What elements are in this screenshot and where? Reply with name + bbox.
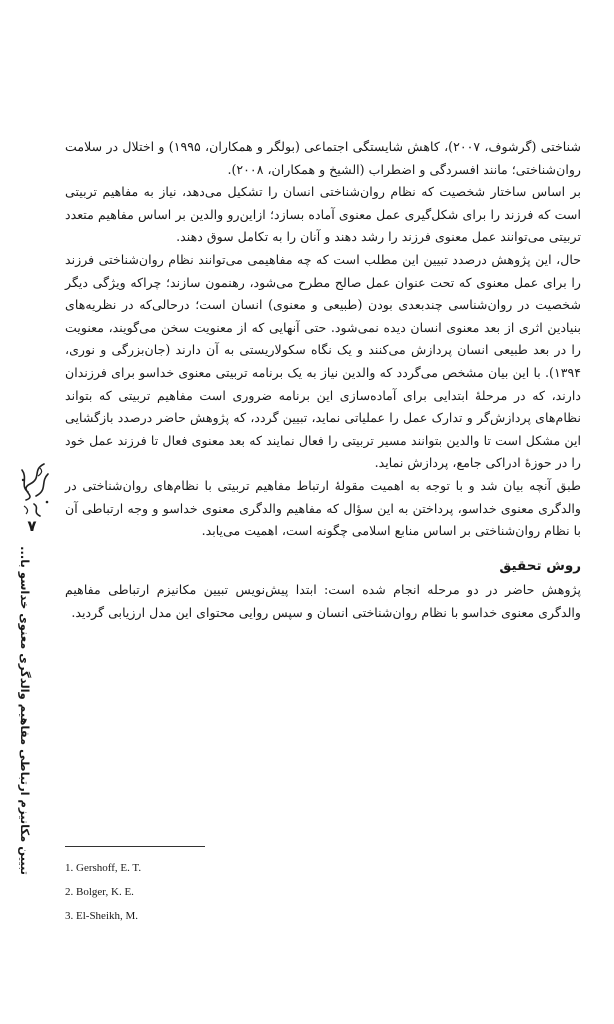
section-heading: روش تحقیق — [499, 557, 581, 574]
footnote-3: 3. El-Sheikh, M. — [65, 910, 139, 922]
footnotes — [65, 856, 325, 928]
body-text — [65, 136, 581, 624]
paragraph-1: شناختی (گرشوف، ۲۰۰۷)، کاهش شایستگی اجتماعی (بولگر و همکاران، ۱۹۹۵) و اختلال در سلامت روان‌شناختی؛ مانند افسردگی و اضطراب (الشیخ و همکاران، ۲۰۰۸). — [65, 139, 581, 177]
journal-logo-icon — [14, 460, 54, 518]
footnote-1: 1. Gershoff, E. T. — [65, 862, 142, 874]
footnote-divider — [65, 846, 205, 847]
paragraph-2: بر اساس ساختار شخصیت که نظام روان‌شناختی انسان را تشکیل می‌دهد، نیاز به مفاهیم تربیتی است که فرزند را برای شکل‌گیری عمل معنوی آماده بسازد؛ ازاین‌رو والدین بر اساس مفاهیم متعدد تربیتی می‌توانند عمل معنوی فرزند را رشد دهند و آنان را به تکامل سوق دهند. — [65, 184, 581, 245]
paragraph-3: حال، این پژوهش درصدد تبیین این مطلب است که چه مفاهیمی می‌توانند نظام روان‌شناختی فرزند را برای عمل معنوی که تحت عنوان عمل صالح مطرح می‌شود، رهنمون سازند؛ چراکه ویژگی دیگر شخصیت در روان‌شناسی چندبعدی بودن (طبیعی و معنوی) انسان است؛ درحالی‌که در نظریه‌های بنیادین اثری از بعد معنوی انسان دیده نمی‌شود. حتی آنهایی که از معنویت سخن می‌گویند، معنویت را در بعد طبیعی انسان پردازش می‌کنند و یک نگاه سکولاریستی به آن دارند (جان‌بزرگی و نوری، ۱۳۹۴). با این بیان مشخص می‌گردد که والدین نیاز به یک برنامه تربیتی معنوی خداسو برای فرزندان دارند، که در مرحلهٔ ابتدایی برای آماده‌سازی این برنامه ضروری است مفاهیم تربیتی که بتواند نظام‌های پردازش‌گر و تدارک عمل را عملیاتی نماید، تبیین گردد، که پژوهش حاضر درصدد بازگشایی این مشکل است تا والدین بتوانند مسیر تربیتی را فعال نمایند که بعد معنوی فعال تا فرزند عمل خود را در حوزهٔ ادراکی جامع، پردازش نماید. — [65, 251, 581, 471]
page-number: ۷ — [27, 517, 37, 535]
paragraph-4: طبق آنچه بیان شد و با توجه به اهمیت مقولهٔ ارتباط مفاهیم تربیتی با نظام‌های روان‌شناختی در والدگری معنوی خداسو، پرداختن به این سؤال که مفاهیم والدگری معنوی خداسو و وجه ارتباطی آن با نظام روان‌شناختی بر اساس منابع اسلامی چگونه است، اهمیت می‌یابد. — [65, 477, 581, 539]
footnote-2: 2. Bolger, K. E. — [65, 886, 134, 898]
method-paragraph: پژوهش حاضر در دو مرحله انجام شده است: ابتدا پیش‌نویس تبیین مکانیزم ارتباطی مفاهیم والدگری معنوی خداسو با نظام روان‌شناختی انسان و سپس روایی محتوای این مدل ارزیابی گردید. — [65, 582, 581, 620]
running-title: تبیین مکانیزم ارتباطی مفاهیم والدگری معنوی خداسو با... — [18, 546, 32, 875]
